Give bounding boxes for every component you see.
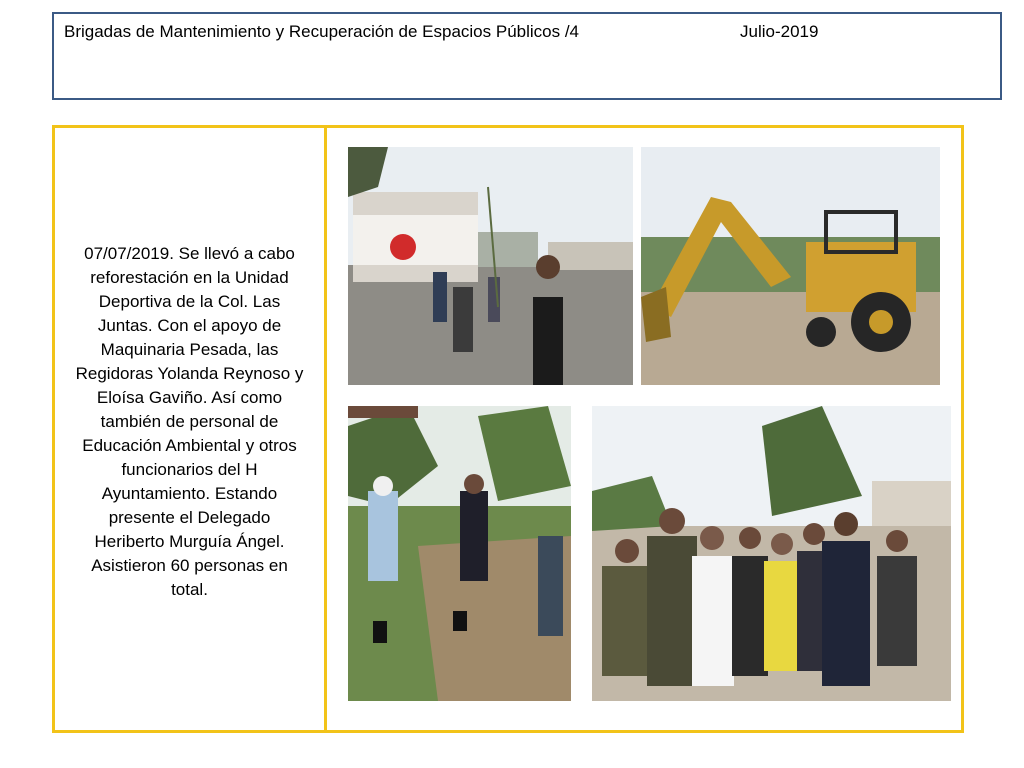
photo-backhoe: [641, 147, 940, 385]
activity-description: 07/07/2019. Se llevó a cabo reforestación en la Unidad Deportiva de la Col. Las Juntas. Con el apoyo de Maquinaria Pesada, las Regidoras Yolanda Reynoso y Eloísa Gaviño. Así como también de personal de Educación Ambiental y otros funcionarios del H Ayuntamiento. Estando presente el Delegado Heriberto Murguía Ángel. Asistieron 60 personas en total.: [75, 244, 304, 599]
photo-street-planting: [348, 147, 633, 385]
page-title: Brigadas de Mantenimiento y Recuperación de Espacios Públicos /4: [64, 22, 580, 41]
photo-group: [592, 406, 951, 701]
description-cell: [55, 128, 327, 730]
header-box: [52, 12, 1002, 100]
photo-field-planting: [348, 406, 571, 701]
report-date: Julio-2019: [740, 22, 819, 41]
